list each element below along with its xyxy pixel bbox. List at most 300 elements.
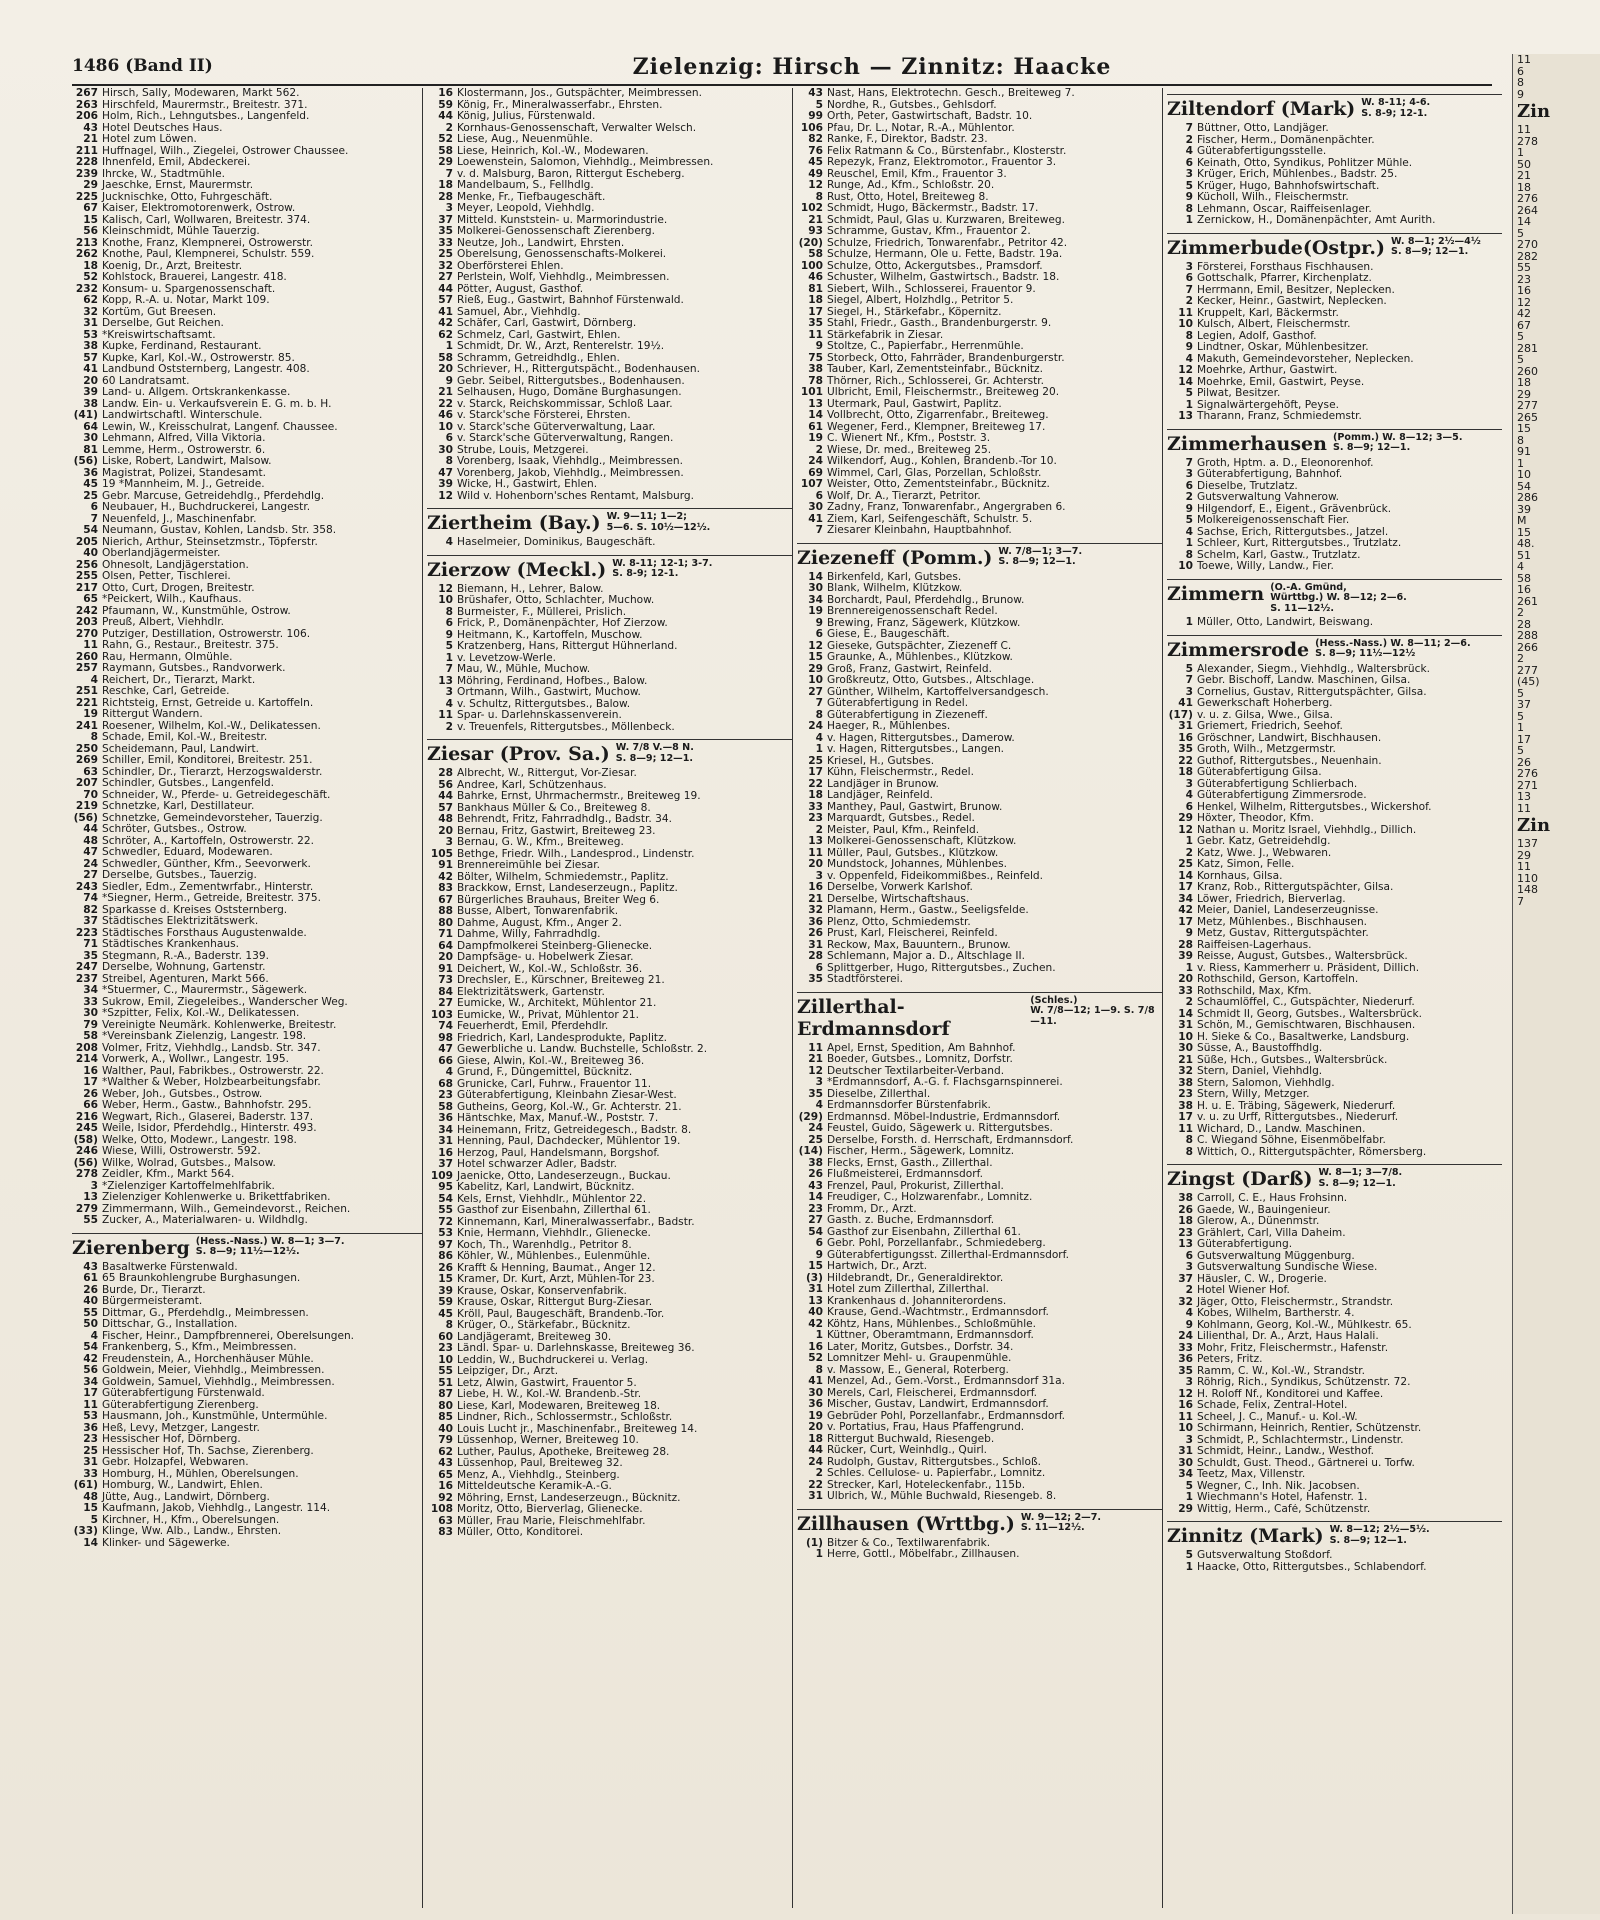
phone-number: 2 <box>1185 1285 1193 1296</box>
phone-number: 44 <box>438 791 453 802</box>
directory-entry <box>72 376 422 388</box>
office-hours: W. 8—1; 3—7/8. S. 8—9; 12—1. <box>1318 1167 1403 1189</box>
phone-number: 4 <box>445 537 453 548</box>
directory-entry <box>797 203 1162 215</box>
phone-number: 8 <box>1185 1135 1193 1146</box>
column-3 <box>797 88 1163 1908</box>
subscriber-text: Peters, Fritz. <box>1197 1354 1263 1365</box>
phone-number: 1 <box>1185 399 1193 411</box>
subscriber-text: Raymann, Gutsbes., Randvorwerk. <box>102 663 286 674</box>
phone-number: 4 <box>90 674 98 686</box>
directory-entry <box>797 1135 1162 1147</box>
subscriber-text: Klostermann, Jos., Gutspächter, Meimbressen. <box>457 88 702 99</box>
directory-entry <box>427 1378 792 1390</box>
phone-number: 4 <box>1185 526 1193 538</box>
subscriber-text: Rieß, Eug., Gastwirt, Bahnhof Fürstenwald. <box>457 295 684 306</box>
phone-number: 245 <box>75 1123 98 1134</box>
subscriber-text: Nordhe, R., Gutsbes., Gehlsdorf. <box>827 99 997 111</box>
edge-fragment: 288 <box>1517 629 1538 642</box>
subscriber-text: Andree, Karl, Schützenhaus. <box>457 779 607 791</box>
directory-entry <box>1167 192 1502 204</box>
directory-entry <box>797 641 1162 653</box>
subscriber-text: Kabelitz, Karl, Landwirt, Bücknitz. <box>457 1182 635 1193</box>
subscriber-text: *Erdmannsdorf, A.-G. f. Flachsgarnspinnerei. <box>827 1077 1063 1088</box>
subscriber-text: Müller, Paul, Gutsbes., Klützkow. <box>827 847 999 859</box>
directory-entry <box>1167 204 1502 216</box>
phone-number: 1 <box>445 341 453 352</box>
phone-number: 9 <box>445 375 453 387</box>
directory-entry <box>797 376 1162 388</box>
subscriber-text: Stern, Willy, Metzger. <box>1197 1089 1310 1100</box>
phone-number: 38 <box>83 398 98 410</box>
subscriber-text: Heß, Levy, Metzger, Langestr. <box>102 1422 260 1434</box>
edge-fragment: 23 <box>1517 272 1531 286</box>
subscriber-text: Fromm, Dr., Arzt. <box>827 1203 917 1215</box>
subscriber-text: Griemert, Friedrich, Seehof. <box>1197 721 1343 732</box>
phone-number: 242 <box>75 605 98 617</box>
subscriber-text: Kornhaus, Gilsa. <box>1197 870 1283 882</box>
subscriber-text: König, Julius, Fürstenwald. <box>457 111 596 122</box>
office-hours: W. 9—12; 2—7. S. 11—12½. <box>1020 1511 1102 1533</box>
directory-entry <box>1167 1251 1502 1263</box>
phone-number: 49 <box>808 168 823 180</box>
phone-number: 53 <box>83 1411 98 1422</box>
phone-number: 54 <box>83 1342 98 1353</box>
subscriber-text: Büttner, Otto, Landjäger. <box>1197 123 1329 134</box>
directory-entry <box>797 353 1162 365</box>
phone-number: 81 <box>808 283 823 295</box>
subscriber-text: Groth, Hptm. a. D., Eleonorenhof. <box>1197 457 1374 469</box>
phone-number: 20 <box>438 364 453 375</box>
subscriber-text: Liebe, H. W., Kol.-W. Brandenb.-Str. <box>457 1389 642 1400</box>
subscriber-text: Schulze, Otto, Ackergutsbes., Pramsdorf. <box>827 260 1043 272</box>
phone-number: 47 <box>438 1044 453 1055</box>
directory-entry <box>1167 859 1502 871</box>
subscriber-text: Grund, F., Düngemittel, Bücknitz. <box>457 1067 633 1078</box>
edge-fragment: 4 <box>1517 560 1524 573</box>
subscriber-text: Vorenberg, Jakob, Viehhdlg., Meimbressen. <box>457 467 684 479</box>
subscriber-text: Oberelsung, Genossenschafts-Molkerei. <box>457 249 667 260</box>
directory-entry <box>1167 469 1502 481</box>
phone-number: 22 <box>438 398 453 410</box>
directory-entry <box>427 157 792 169</box>
edge-fragment: 48. <box>1517 537 1535 550</box>
subscriber-text: Landwirtschaftl. Winterschule. <box>102 410 263 421</box>
phone-number: (58) <box>73 1134 98 1146</box>
subscriber-text: Kupke, Ferdinand, Restaurant. <box>102 341 262 352</box>
phone-number: 12 <box>1178 1388 1193 1400</box>
phone-number: 14 <box>1178 870 1193 882</box>
subscriber-text: Krankenhaus d. Johanniterordens. <box>827 1295 1007 1307</box>
phone-number: 214 <box>75 1054 98 1065</box>
directory-entry <box>427 653 792 665</box>
office-hours: W. 7/8 V.—8 N. S. 8—9; 12—1. <box>615 742 694 764</box>
subscriber-text: Albrecht, W., Rittergut, Vor-Ziesar. <box>457 768 637 779</box>
directory-entry <box>1167 733 1502 745</box>
directory-entry <box>72 606 422 618</box>
phone-number: 21 <box>438 387 453 398</box>
page-header <box>72 54 1492 86</box>
directory-entry <box>797 1043 1162 1055</box>
phone-number: 20 <box>808 1422 823 1433</box>
edge-fragment: 266 <box>1517 640 1538 654</box>
directory-entry <box>72 1215 422 1227</box>
subscriber-text: Marquardt, Gutsbes., Redel. <box>827 813 975 824</box>
directory-entry <box>797 1181 1162 1193</box>
subscriber-text: Frick, P., Domänenpächter, Hof Zierzow. <box>457 618 668 629</box>
subscriber-text: Graunke, A., Mühlenbes., Klützkow. <box>827 652 1013 663</box>
subscriber-text: Neuenfeld, J., Maschinenfabr. <box>102 513 257 525</box>
phone-number: 6 <box>90 502 98 513</box>
phone-number: 9 <box>1185 928 1193 939</box>
phone-number: 95 <box>438 1182 453 1193</box>
phone-number: 33 <box>1178 985 1193 997</box>
phone-number: 10 <box>1178 1031 1193 1043</box>
phone-number: 1 <box>1185 538 1193 549</box>
directory-entry <box>797 710 1162 722</box>
phone-number: 33 <box>808 801 823 813</box>
directory-entry <box>72 1181 422 1193</box>
directory-entry <box>427 387 792 399</box>
directory-entry <box>427 791 792 803</box>
subscriber-text: Land- u. Allgem. Ortskrankenkasse. <box>102 387 291 398</box>
subscriber-text: Blank, Wilhelm, Klützkow. <box>827 583 963 594</box>
subscriber-text: Bernau, G. W., Kfm., Breiteweg. <box>457 837 624 848</box>
directory-entry <box>797 1411 1162 1423</box>
directory-entry <box>72 1262 422 1274</box>
phone-number: 3 <box>445 687 453 698</box>
edge-fragment: 51 <box>1517 548 1531 562</box>
directory-entry <box>797 88 1162 100</box>
phone-number: 82 <box>83 904 98 916</box>
phone-number: 1 <box>1185 962 1193 974</box>
directory-entry <box>427 1493 792 1505</box>
directory-entry <box>72 1377 422 1389</box>
phone-number: 19 <box>808 1410 823 1422</box>
phone-number: 3 <box>1185 469 1193 480</box>
phone-number: 7 <box>815 525 823 536</box>
directory-entry <box>427 1148 792 1160</box>
subscriber-text: Wilkendorf, Aug., Kohlen, Brandenb.-Tor 10. <box>827 456 1057 467</box>
directory-entry <box>72 502 422 514</box>
phone-number: 16 <box>1178 732 1193 744</box>
phone-number: 84 <box>438 986 453 998</box>
phone-number: 37 <box>83 916 98 927</box>
phone-number: 1 <box>1185 836 1193 847</box>
directory-entry <box>1167 1009 1502 1021</box>
edge-fragment: 110 <box>1517 871 1538 885</box>
phone-number: 40 <box>808 1307 823 1318</box>
directory-entry <box>72 318 422 330</box>
edge-fragment: 21 <box>1517 169 1531 182</box>
directory-entry <box>427 272 792 284</box>
subscriber-text: Jäger, Otto, Fleischermstr., Strandstr. <box>1197 1296 1394 1308</box>
directory-entry <box>427 1228 792 1240</box>
subscriber-text: Oberlandjägermeister. <box>102 548 221 559</box>
directory-entry <box>797 756 1162 768</box>
directory-entry <box>1167 285 1502 297</box>
directory-entry <box>797 629 1162 641</box>
edge-fragment: 5 <box>1517 226 1524 240</box>
directory-entry <box>427 479 792 491</box>
directory-entry <box>72 962 422 974</box>
phone-number: 35 <box>808 1088 823 1100</box>
directory-entry <box>1167 917 1502 929</box>
subscriber-text: Lomnitzer Mehl- u. Graupenmühle. <box>827 1353 1012 1364</box>
directory-entry <box>427 1021 792 1033</box>
subscriber-text: Krause, Gend.-Wachtmstr., Erdmannsdorf. <box>827 1307 1049 1318</box>
directory-entry <box>72 675 422 687</box>
directory-entry <box>1167 997 1502 1009</box>
directory-entry <box>1167 617 1502 629</box>
subscriber-text: Grählert, Carl, Villa Daheim. <box>1197 1227 1346 1239</box>
phone-number: 45 <box>83 479 98 490</box>
directory-entry <box>72 1411 422 1423</box>
phone-number: 43 <box>83 1261 98 1273</box>
subscriber-text: König, Fr., Mineralwasserfabr., Ehrsten. <box>457 99 663 111</box>
phone-number: 71 <box>438 929 453 940</box>
phone-number: 32 <box>83 306 98 318</box>
subscriber-text: Siebert, Wilh., Schlosserei, Frauentor 9. <box>827 283 1036 295</box>
directory-entry <box>797 1480 1162 1492</box>
phone-number: 2 <box>815 824 823 836</box>
subscriber-text: Neubauer, H., Buchdruckerei, Langestr. <box>102 502 311 513</box>
directory-entry <box>797 721 1162 733</box>
subscriber-text: Haeger, R., Mühlenbes. <box>827 721 951 732</box>
directory-entry <box>427 111 792 123</box>
directory-entry <box>1167 1112 1502 1124</box>
subscriber-text: Güterabfertigung Zimmersrode. <box>1197 790 1367 801</box>
subscriber-text: Derselbe, Forsth. d. Herrschaft, Erdmannsdorf. <box>827 1134 1074 1146</box>
phone-number: 260 <box>75 651 98 663</box>
directory-entry <box>72 928 422 940</box>
subscriber-text: Gasthof zur Eisenbahn, Zillerthal 61. <box>457 1205 651 1216</box>
subscriber-text: Zeidler, Kfm., Markt 564. <box>102 1169 235 1180</box>
subscriber-text: *Siegner, Herm., Getreide, Breitestr. 375. <box>102 893 321 904</box>
edge-fragment: 54 <box>1517 479 1531 493</box>
directory-entry <box>427 860 792 872</box>
subscriber-text: Drechsler, E., Kürschner, Breiteweg 21. <box>457 975 665 986</box>
edge-fragment: 271 <box>1517 778 1538 792</box>
subscriber-text: Süsse, A., Baustoffhdlg. <box>1197 1043 1323 1054</box>
directory-entry <box>72 514 422 526</box>
edge-fragment: 277 <box>1517 663 1538 677</box>
directory-entry <box>72 238 422 250</box>
phone-number: 22 <box>808 778 823 790</box>
phone-number: 39 <box>83 387 98 398</box>
phone-number: 62 <box>438 1446 453 1458</box>
phone-number: 6 <box>1185 273 1193 284</box>
subscriber-text: Dampfmolkerei Steinberg-Glienecke. <box>457 940 653 952</box>
phone-number: 54 <box>438 1193 453 1205</box>
phone-number: 26 <box>808 928 823 939</box>
subscriber-text: Volmer, Fritz, Viehhdlg., Landsb. Str. 347. <box>102 1042 321 1054</box>
subscriber-text: Repezyk, Franz, Elektromotor., Frauentor 3. <box>827 157 1057 168</box>
directory-entry <box>797 1491 1162 1503</box>
phone-number: 13 <box>808 398 823 410</box>
phone-number: 1 <box>1185 1492 1193 1503</box>
directory-entry <box>72 686 422 698</box>
subscriber-text: *Stuermer, C., Maurermstr., Sägewerk. <box>102 985 308 996</box>
subscriber-text: Rittergut Buchwald, Riesengeb. <box>827 1433 995 1445</box>
subscriber-text: Freudiger, C., Holzwarenfabr., Lomnitz. <box>827 1192 1033 1203</box>
subscriber-text: *Szpitter, Felix, Kol.-W., Delikatessen. <box>102 1008 300 1019</box>
phone-number: 46 <box>808 272 823 283</box>
place-name: Zimmerbude(Ostpr.) <box>1167 236 1386 259</box>
subscriber-text: Krüger, Erich, Mühlenbes., Badstr. 25. <box>1197 169 1398 180</box>
subscriber-text: Loewenstein, Salomon, Viehhdlg., Meimbressen. <box>457 157 714 168</box>
directory-entry <box>72 1135 422 1147</box>
directory-entry <box>72 847 422 859</box>
directory-entry <box>427 1033 792 1045</box>
subscriber-text: Kühn, Fleischermstr., Redel. <box>827 767 974 778</box>
subscriber-text: Wittich, O., Rittergutspächter, Römersberg. <box>1197 1146 1427 1158</box>
edge-fragment: 6 <box>1517 64 1524 78</box>
phone-number: (33) <box>73 1526 98 1537</box>
directory-entry <box>427 445 792 457</box>
directory-entry <box>797 882 1162 894</box>
directory-entry <box>797 1215 1162 1227</box>
subscriber-text: Gebr. Bischoff, Landw. Maschinen, Gilsa. <box>1197 675 1411 686</box>
phone-number: 15 <box>83 214 98 226</box>
subscriber-text: Kröll, Paul, Baugeschäft, Brandenb.-Tor. <box>457 1308 665 1320</box>
phone-number: 102 <box>800 203 823 214</box>
phone-number: 31 <box>83 318 98 329</box>
place-heading <box>1167 1164 1502 1190</box>
phone-number: 5 <box>815 99 823 111</box>
subscriber-text: Derselbe, Wohnung, Gartenstr. <box>102 962 266 973</box>
phone-number: 70 <box>83 789 98 801</box>
subscriber-text: v. d. Malsburg, Baron, Rittergut Escheberg. <box>457 168 685 180</box>
directory-entry <box>427 1056 792 1068</box>
subscriber-text: Schindler, Gutsbes., Langenfeld. <box>102 778 275 789</box>
subscriber-text: Schmidt, Dr. W., Arzt, Renterelstr. 19½. <box>457 341 665 352</box>
phone-number: 86 <box>438 1251 453 1262</box>
directory-entry <box>72 1020 422 1032</box>
phone-number: 3 <box>1185 686 1193 698</box>
subscriber-text: Wiese, Dr. med., Breiteweg 25. <box>827 444 992 456</box>
phone-number: 2 <box>815 444 823 456</box>
phone-number: (17) <box>1168 709 1193 721</box>
edge-fragment: 1 <box>1517 721 1524 734</box>
phone-number: 78 <box>808 375 823 387</box>
subscriber-text: Wild v. Hohenborn'sches Rentamt, Malsburg. <box>457 490 695 502</box>
subscriber-text: v. Hagen, Rittergutsbes., Langen. <box>827 744 1005 755</box>
phone-number: 29 <box>808 663 823 675</box>
phone-number: 21 <box>808 1054 823 1065</box>
directory-entry <box>1167 1550 1502 1562</box>
directory-entry <box>797 387 1162 399</box>
subscriber-text: Bankhaus Müller & Co., Breiteweg 8. <box>457 802 651 814</box>
directory-entry <box>797 733 1162 745</box>
directory-entry <box>1167 882 1502 894</box>
phone-number: 225 <box>75 191 98 203</box>
phone-number: 24 <box>808 456 823 467</box>
directory-entry <box>427 1251 792 1263</box>
directory-entry <box>1167 1308 1502 1320</box>
directory-entry <box>427 215 792 227</box>
phone-number: 30 <box>808 1387 823 1399</box>
directory-entry <box>72 1043 422 1055</box>
phone-number: 7 <box>445 664 453 675</box>
directory-entry <box>72 732 422 744</box>
subscriber-text: Konsum- u. Spargenossenschaft. <box>102 283 276 295</box>
directory-entry <box>797 433 1162 445</box>
phone-number: 29 <box>438 157 453 168</box>
directory-entry <box>72 203 422 215</box>
directory-entry <box>427 929 792 941</box>
subscriber-text: Lemme, Herm., Ostrowerstr. 6. <box>102 444 266 456</box>
phone-number: 4 <box>445 698 453 710</box>
directory-entry <box>72 226 422 238</box>
subscriber-text: Later, Moritz, Gutsbes., Dorfstr. 34. <box>827 1341 1014 1353</box>
subscriber-text: Schulze, Hermann, Öle u. Fette, Badstr. 19a. <box>827 249 1063 260</box>
subscriber-text: Thörner, Rich., Schlosserei, Gr. Achterstr. <box>827 375 1045 387</box>
directory-entry <box>72 1296 422 1308</box>
phone-number: 33 <box>83 1468 98 1480</box>
edge-fragment: 50 <box>1517 157 1531 171</box>
phone-number: 1 <box>1185 617 1193 628</box>
directory-entry <box>1167 135 1502 147</box>
phone-number: 10 <box>808 675 823 686</box>
subscriber-text: Freudenstein, A., Horchenhäuser Mühle. <box>102 1353 314 1365</box>
subscriber-text: Molkerei-Genossenschaft, Klützkow. <box>827 836 1017 847</box>
subscriber-text: Lehmann, Oscar, Raiffeisenlager. <box>1197 203 1372 215</box>
phone-number: 3 <box>1185 1377 1193 1388</box>
directory-entry <box>1167 1066 1502 1078</box>
directory-entry <box>1167 675 1502 687</box>
directory-entry <box>797 1353 1162 1365</box>
phone-number: 41 <box>83 364 98 375</box>
edge-fragment: 270 <box>1517 238 1538 251</box>
directory-entry <box>797 664 1162 676</box>
subscriber-text: Kranz, Rob., Rittergutspächter, Gilsa. <box>1197 882 1394 893</box>
directory-entry <box>797 272 1162 284</box>
directory-entry <box>427 1435 792 1447</box>
column-4 <box>1167 88 1502 1908</box>
phone-number: 30 <box>1178 1043 1193 1054</box>
subscriber-text: Mitteld. Kunststein- u. Marmorindustrie. <box>457 214 668 226</box>
directory-entry <box>72 468 422 480</box>
subscriber-text: Wiese, Willi, Ostrowerstr. 592. <box>102 1146 261 1157</box>
directory-entry <box>427 537 792 549</box>
directory-entry <box>427 837 792 849</box>
phone-number: 40 <box>83 1296 98 1307</box>
phone-number: 3 <box>445 203 453 214</box>
directory-entry <box>1167 1435 1502 1447</box>
directory-entry <box>427 1355 792 1367</box>
subscriber-text: C. Wienert Nf., Kfm., Poststr. 3. <box>827 433 991 444</box>
directory-entry <box>797 1445 1162 1457</box>
subscriber-text: Süße, Hch., Gutsbes., Waltersbrück. <box>1197 1054 1388 1066</box>
directory-entry <box>797 1089 1162 1101</box>
phone-number: 23 <box>83 1434 98 1445</box>
subscriber-text: Städtisches Forsthaus Augustenwalde. <box>102 927 307 939</box>
phone-number: 24 <box>808 1456 823 1468</box>
subscriber-text: Birkenfeld, Karl, Gutsbes. <box>827 571 962 583</box>
phone-number: 12 <box>1178 365 1193 376</box>
phone-number: 6 <box>815 629 823 640</box>
directory-entry <box>427 722 792 734</box>
subscriber-text: Pfaumann, W., Kunstmühle, Ostrow. <box>102 605 291 617</box>
phone-number: 8 <box>815 1364 823 1376</box>
edge-fragment: 286 <box>1517 491 1538 504</box>
directory-entry <box>72 1285 422 1297</box>
directory-entry <box>427 1332 792 1344</box>
directory-entry <box>797 744 1162 756</box>
phone-number: 30 <box>83 433 98 444</box>
directory-entry <box>1167 1366 1502 1378</box>
